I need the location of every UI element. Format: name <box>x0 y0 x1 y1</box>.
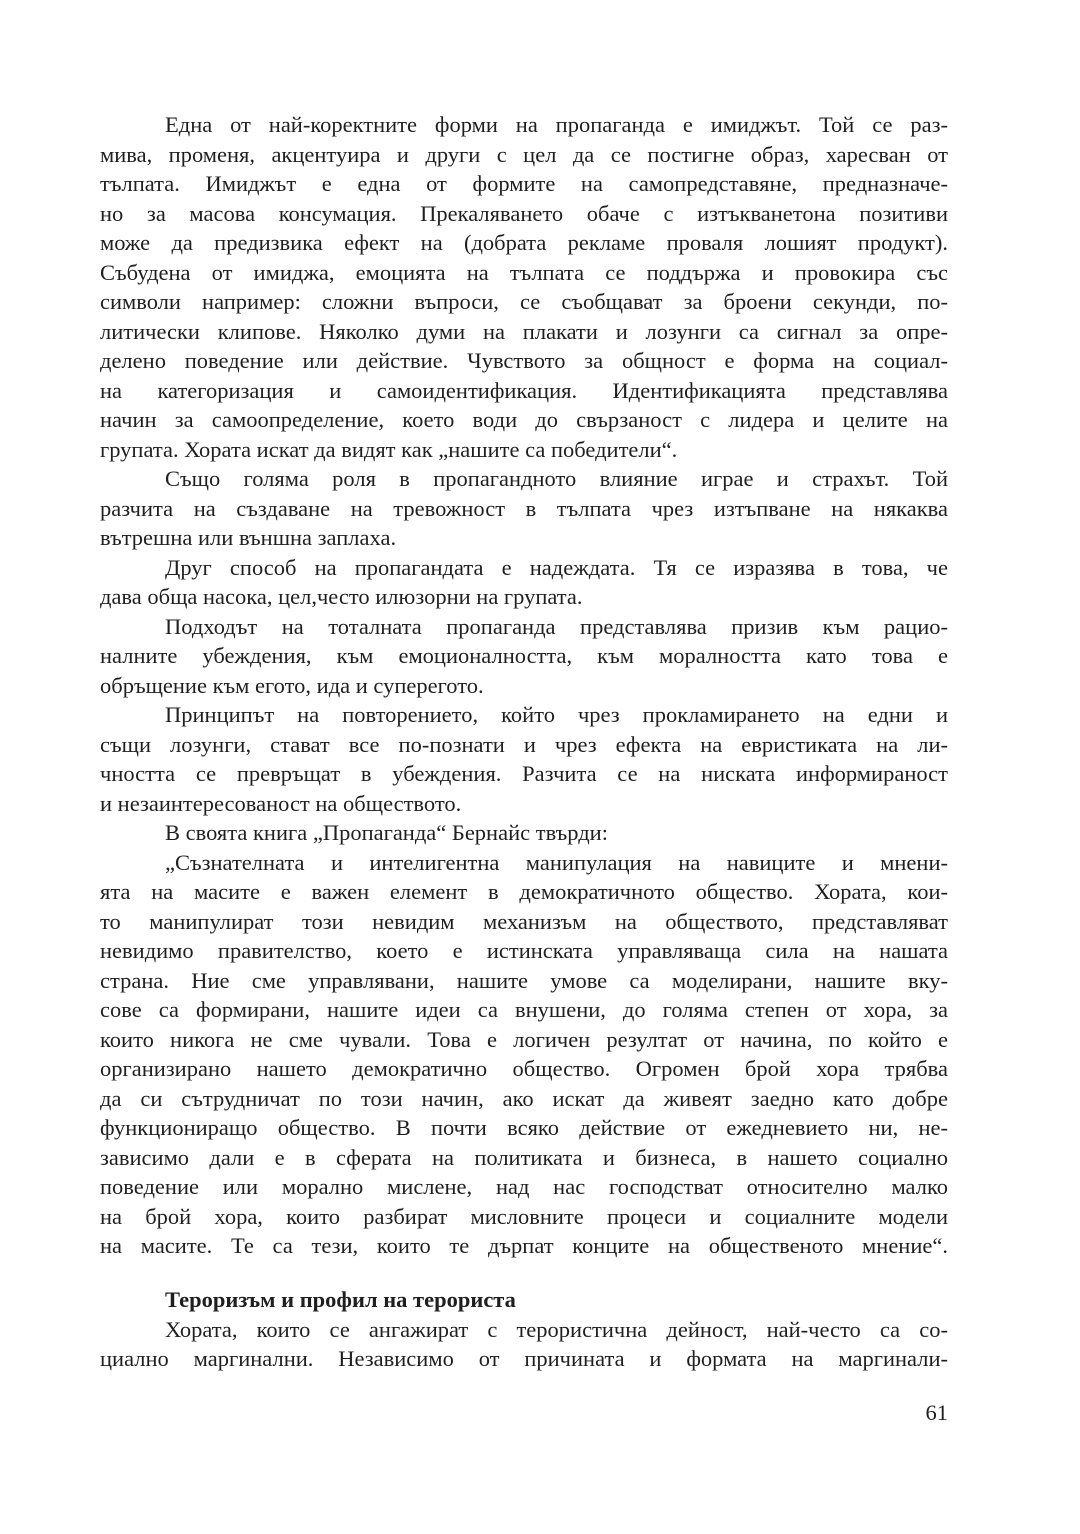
text-line: дава обща насока, цел,често илюзорни на групата. <box>100 584 583 609</box>
text-line: Принципът на повторението, който чрез прокламирането на едни и <box>165 702 948 727</box>
text-line: на масите. Те са тези, които те дърпат конците на общественото мнение“. <box>100 1233 948 1258</box>
text-line: начин за самоопределение, което води до свързаност с лидера и целите на <box>100 407 948 432</box>
text-line: В своята книга „Пропаганда“ Бернайс твърди: <box>165 820 608 845</box>
text-line: на категоризация и самоидентификация. Идентификацията представлява <box>100 377 948 403</box>
text-line: да си сътрудничат по този начин, ако искат да живеят заедно като добре <box>100 1085 948 1111</box>
text-line: организирано нашето демократично общество. Огромен брой хора трябва <box>100 1056 948 1081</box>
text-line: сове са формирани, нашите идеи са внушени, до голяма степен от хора, за <box>100 997 948 1022</box>
text-line: тълпата. Имиджът е една от формите на самопредставяне, предназначе- <box>100 171 948 196</box>
paragraph <box>100 464 948 553</box>
text-line: чността се превръщат в убеждения. Разчита се на ниската информираност <box>100 761 948 786</box>
text-line: Също голяма роля в пропагандното влияние играе и страхът. Той <box>165 466 948 491</box>
section-heading: Тероризъм и профил на терориста <box>165 1286 516 1312</box>
text-line: страна. Ние сме управлявани, нашите умове са моделирани, нашите вку- <box>100 967 948 993</box>
page-number: 61 <box>925 1400 948 1425</box>
text-line: които никога не сме чували. Това е логичен резултат от начина, по който е <box>100 1026 948 1052</box>
text-line: налните убеждения, към емоционалността, към моралността като това е <box>100 643 948 668</box>
paragraph <box>100 553 948 612</box>
text-line: Подходът на тоталната пропаганда представлява призив към рацио- <box>165 613 948 639</box>
paragraph <box>100 700 948 818</box>
text-line: но за масова консумация. Прекаляването обаче с изтъкванетона позитиви <box>100 200 948 226</box>
text-line: литически клипове. Няколко думи на плакати и лозунги са сигнал за опре- <box>100 318 948 344</box>
text-line: символи например: сложни въпроси, се съобщават за броени секунди, по- <box>100 289 948 314</box>
page-text-block <box>100 110 948 1374</box>
text-line: вътрешна или външна заплаха. <box>100 525 397 550</box>
text-line: на брой хора, които разбират мисловните процеси и социалните модели <box>100 1203 948 1229</box>
text-line: разчита на създаване на тревожност в тълпата чрез изтъпване на някаква <box>100 495 948 521</box>
paragraph <box>100 818 948 848</box>
text-line: циално маргинални. Независимо от причината и формата на маргинали- <box>100 1346 948 1371</box>
text-line: групата. Хората искат да видят как „нашите са победители“. <box>100 436 678 462</box>
text-line: функциониращо общество. В почти всяко действие от ежедневието ни, не- <box>100 1115 948 1140</box>
text-line: невидимо правителство, което е истинската управляваща сила на нашата <box>100 938 948 963</box>
text-line: Събудена от имиджа, емоцията на тълпата се поддържа и провокира със <box>100 259 948 285</box>
text-line: Хората, които се ангажират с терористична дейност, най-често са со- <box>165 1316 948 1342</box>
text-line: зависимо дали е в сферата на политиката и бизнеса, в нашето социално <box>100 1144 948 1170</box>
text-line: и незаинтересованост на обществото. <box>100 790 462 816</box>
text-line: Една от най-коректните форми на пропаганда е имиджът. Той се раз- <box>165 112 948 137</box>
paragraph <box>100 612 948 701</box>
paragraph <box>100 848 948 1261</box>
paragraph <box>100 110 948 464</box>
text-line: „Съзнателната и интелигентна манипулация на навиците и мнени- <box>165 849 948 875</box>
paragraph <box>100 1315 948 1374</box>
text-line: обръщение към егото, ида и суперегото. <box>100 672 484 698</box>
text-line: делено поведение или действие. Чувството за общност е форма на социал- <box>100 348 948 373</box>
text-line: същи лозунги, стават все по-познати и чрез ефекта на евристиката на ли- <box>100 731 948 757</box>
text-line: ята на масите е важен елемент в демократичното общество. Хората, кои- <box>100 879 948 904</box>
text-line: мива, променя, акцентуира и други с цел да се постигне образ, харесван от <box>100 141 948 167</box>
text-line: то манипулират този невидим механизъм на обществото, представляват <box>100 908 948 934</box>
text-line: поведение или морално мислене, над нас господстват относително малко <box>100 1174 948 1199</box>
text-line: може да предизвика ефект на (добрата рекламе проваля лошият продукт). <box>100 230 948 255</box>
text-line: Друг способ на пропагандата е надеждата. Тя се изразява в това, че <box>165 554 948 580</box>
